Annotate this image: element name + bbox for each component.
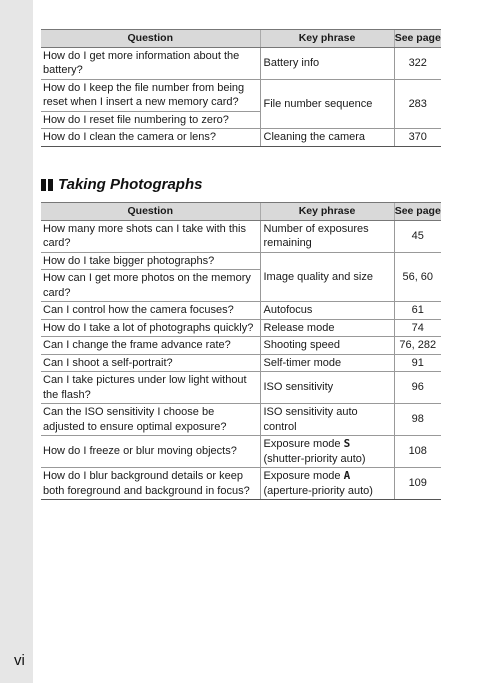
key-phrase-cell: File number sequence xyxy=(260,79,394,129)
question-cell: How many more shots can I take with this card? xyxy=(41,220,260,252)
mode-symbol: S xyxy=(343,437,351,450)
faq-table-general xyxy=(41,29,441,147)
section-marker-icon xyxy=(41,179,54,191)
key-phrase-cell: Number of exposures remaining xyxy=(260,220,394,252)
key-phrase-cell xyxy=(260,436,394,468)
page-ref-cell: 98 xyxy=(394,404,441,436)
key-phrase-cell: Release mode xyxy=(260,319,394,337)
section-heading xyxy=(41,176,202,193)
header-see-page: See page xyxy=(394,30,441,48)
page-ref-cell: 45 xyxy=(394,220,441,252)
question-cell: How do I blur background details or keep both foreground and background in focus? xyxy=(41,468,260,500)
question-cell: How do I reset file numbering to zero? xyxy=(41,111,260,129)
table-row xyxy=(41,220,441,252)
question-cell: How do I freeze or blur moving objects? xyxy=(41,436,260,468)
page-ref-cell: 74 xyxy=(394,319,441,337)
table-row xyxy=(41,404,441,436)
question-cell: Can I take pictures under low light without the flash? xyxy=(41,372,260,404)
mode-symbol: A xyxy=(343,469,351,482)
table-row xyxy=(41,468,441,500)
page-ref-cell: 109 xyxy=(394,468,441,500)
table-row xyxy=(41,354,441,372)
table-header-row xyxy=(41,203,441,221)
faq-table-taking-photographs xyxy=(41,202,441,500)
table-header-row xyxy=(41,30,441,48)
page-ref-cell: 76, 282 xyxy=(394,337,441,355)
question-cell: Can I change the frame advance rate? xyxy=(41,337,260,355)
key-phrase-cell: Autofocus xyxy=(260,302,394,320)
page-number: vi xyxy=(14,652,25,669)
question-cell: Can I shoot a self-portrait? xyxy=(41,354,260,372)
question-cell: How do I take bigger photographs? xyxy=(41,252,260,270)
page-ref-cell: 61 xyxy=(394,302,441,320)
key-phrase-cell: Cleaning the camera xyxy=(260,129,394,147)
key-phrase-cell: Image quality and size xyxy=(260,252,394,302)
header-see-page: See page xyxy=(394,203,441,221)
key-phrase-cell: Shooting speed xyxy=(260,337,394,355)
header-key-phrase: Key phrase xyxy=(260,203,394,221)
key-phrase-cell: Battery info xyxy=(260,47,394,79)
question-cell: How do I get more information about the battery? xyxy=(41,47,260,79)
table-row xyxy=(41,79,441,111)
question-cell: Can I control how the camera focuses? xyxy=(41,302,260,320)
page-ref-cell: 91 xyxy=(394,354,441,372)
table-row xyxy=(41,47,441,79)
key-phrase-text: Exposure mode xyxy=(263,438,341,450)
page-side-strip xyxy=(0,0,33,683)
question-cell: How do I keep the file number from being reset when I insert a new memory card? xyxy=(41,79,260,111)
table-row xyxy=(41,337,441,355)
page-ref-cell: 108 xyxy=(394,436,441,468)
table-row xyxy=(41,252,441,270)
question-cell: Can the ISO sensitivity I choose be adjusted to ensure optimal exposure? xyxy=(41,404,260,436)
section-title: Taking Photographs xyxy=(58,176,203,193)
page-ref-cell: 283 xyxy=(394,79,441,129)
page-ref-cell: 56, 60 xyxy=(394,252,441,302)
page-ref-cell: 322 xyxy=(394,47,441,79)
question-cell: How can I get more photos on the memory card? xyxy=(41,270,260,302)
question-cell: How do I clean the camera or lens? xyxy=(41,129,260,147)
header-question: Question xyxy=(41,203,260,221)
key-phrase-subtext: (shutter-priority auto) xyxy=(263,452,366,465)
key-phrase-cell xyxy=(260,468,394,500)
key-phrase-cell: ISO sensitivity auto control xyxy=(260,404,394,436)
page-ref-cell: 370 xyxy=(394,129,441,147)
key-phrase-subtext: (aperture-priority auto) xyxy=(263,484,373,497)
header-key-phrase: Key phrase xyxy=(260,30,394,48)
key-phrase-cell: Self-timer mode xyxy=(260,354,394,372)
key-phrase-cell: ISO sensitivity xyxy=(260,372,394,404)
header-question: Question xyxy=(41,30,260,48)
table-row xyxy=(41,319,441,337)
table-row xyxy=(41,302,441,320)
key-phrase-text: Exposure mode xyxy=(263,470,341,482)
table-row xyxy=(41,436,441,468)
table-row xyxy=(41,372,441,404)
table-row xyxy=(41,129,441,147)
question-cell: How do I take a lot of photographs quickly? xyxy=(41,319,260,337)
page-ref-cell: 96 xyxy=(394,372,441,404)
